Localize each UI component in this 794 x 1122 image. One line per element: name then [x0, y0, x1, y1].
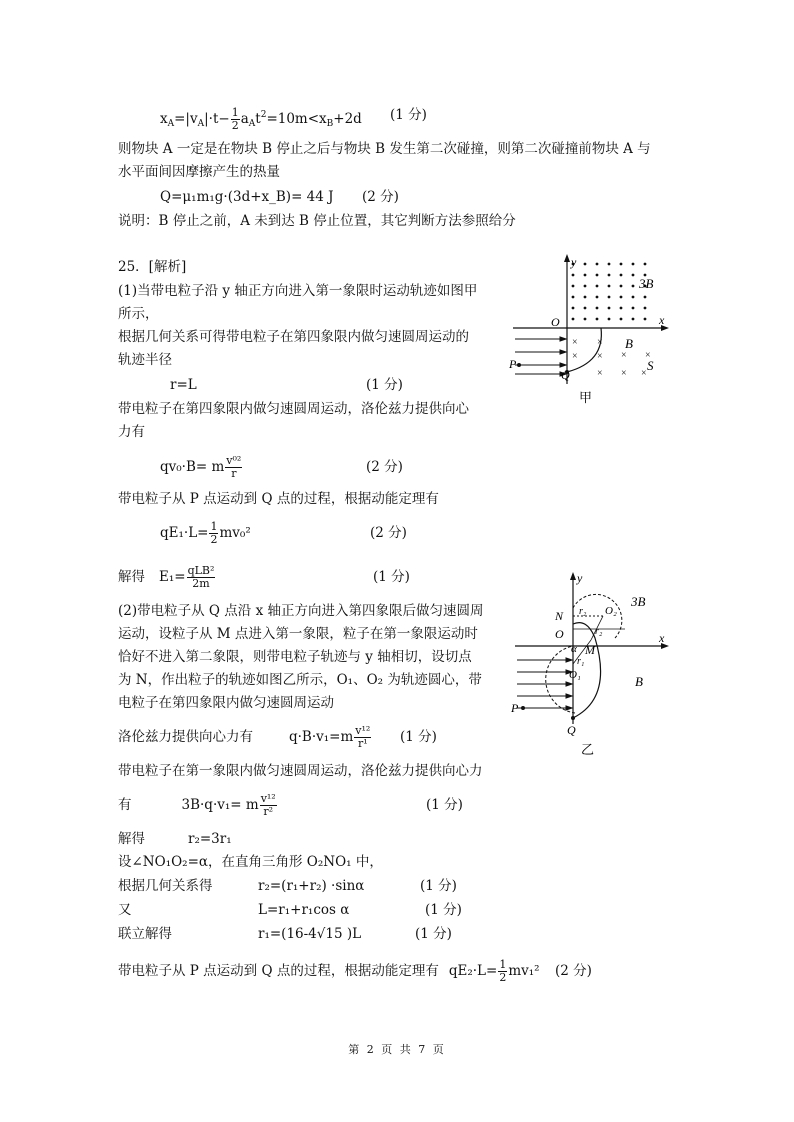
field-dot — [608, 274, 611, 277]
field-dot — [608, 285, 611, 288]
svg-text:×: × — [645, 350, 651, 361]
solve-equation: r₁=(16-4√15 )L — [258, 926, 362, 942]
label-x: x — [659, 313, 665, 327]
equation-r2: r₂=3r₁ — [188, 831, 232, 847]
equation-r: r=L — [170, 377, 197, 393]
y-axis-arrow — [570, 572, 576, 580]
also-label: 又 — [118, 902, 132, 918]
paragraph-line: 水平面间因摩擦产生的热量 — [118, 164, 280, 180]
field-dot — [632, 274, 635, 277]
field-dot — [608, 296, 611, 299]
field-dot — [644, 318, 647, 321]
svg-text:×: × — [621, 368, 627, 379]
paragraph-line: 轨迹半径 — [118, 352, 172, 368]
field-dot — [596, 318, 599, 321]
field-dot — [572, 285, 575, 288]
svg-text:×: × — [641, 368, 647, 379]
page-footer: 第 2 页 共 7 页 — [348, 1043, 446, 1056]
equation-force-1-score: (2 分) — [366, 459, 403, 475]
point-p — [521, 706, 525, 710]
note-line: 说明：B 停止之前，A 未到达 B 停止位置，其它判断方法参照给分 — [118, 213, 516, 229]
paragraph-line: (2)带电粒子从 Q 点沿 x 轴正方向进入第四象限后做匀速圆周 — [118, 603, 484, 619]
label-s: S — [647, 358, 654, 373]
label-o: O — [555, 627, 564, 641]
field-dot — [632, 285, 635, 288]
field-dot — [596, 307, 599, 310]
label-r1: r₁ — [577, 656, 585, 667]
first-quadrant-dots — [572, 263, 647, 321]
svg-text:×: × — [621, 350, 627, 361]
field-dot — [620, 307, 623, 310]
equation-force-2-line: 洛伦兹力提供向心力有 q·B·v₁=m $\frac{\text{v¹²}}{\text{r¹}}$ — [118, 724, 371, 750]
label-m: M — [585, 643, 595, 657]
field-dot — [632, 296, 635, 299]
label-r2a: r₂ — [579, 606, 587, 617]
label-alpha: α — [571, 643, 577, 655]
label-x: x — [659, 631, 665, 645]
point-p — [517, 363, 521, 367]
paragraph-line: 设∠NO₁O₂=α，在直角三角形 O₂NO₁ 中， — [118, 854, 383, 870]
geometry-score: (1 分) — [420, 878, 457, 894]
geometry-equation: r₂=(r₁+r₂) ·sinα — [258, 878, 365, 894]
field-dot — [584, 263, 587, 266]
svg-text:×: × — [572, 337, 578, 348]
equation-r2-label: 解得 — [118, 831, 145, 847]
field-dot — [596, 285, 599, 288]
field-dot — [632, 307, 635, 310]
label-y: y — [571, 255, 577, 269]
paragraph-line: 所示， — [118, 306, 159, 322]
label-o2: O₂ — [605, 605, 617, 617]
label-o1: O₁ — [569, 669, 581, 681]
field-dot — [620, 263, 623, 266]
figure-caption: 甲 — [579, 390, 593, 405]
paragraph-line: 为 N，作出粒子的轨迹如图乙所示，O₁、O₂ 为轨迹圆心，带 — [118, 672, 482, 688]
also-equation: L=r₁+r₁cos α — [258, 902, 350, 918]
field-dot — [620, 285, 623, 288]
field-dot — [620, 296, 623, 299]
field-dot — [644, 296, 647, 299]
paragraph-line: 带电粒子在第一象限内做匀速圆周运动，洛伦兹力提供向心力 — [118, 763, 483, 779]
solve-label: 联立解得 — [118, 926, 172, 942]
field-dot — [572, 307, 575, 310]
section-heading: 25．[解析] — [118, 259, 187, 275]
paragraph-line: (1)当带电粒子沿 y 轴正方向进入第一象限时运动轨迹如图甲 — [118, 283, 478, 299]
label-3b: 3B — [631, 594, 646, 609]
field-dot — [608, 318, 611, 321]
field-dot — [584, 318, 587, 321]
last-line: 带电粒子从 P 点运动到 Q 点的过程，根据动能定理有 qE₂·L= $\frac{1}{2}$ mv₁² — [118, 958, 540, 984]
point-q — [571, 716, 575, 720]
svg-text:×: × — [597, 337, 603, 348]
label-n: N — [555, 609, 564, 623]
field-dot — [632, 263, 635, 266]
field-dot — [632, 318, 635, 321]
equation-force-2-score: (1 分) — [400, 729, 437, 745]
equation-energy-1-score: (2 分) — [370, 525, 407, 541]
paragraph-line: 力有 — [118, 424, 145, 440]
paragraph-line: 带电粒子从 P 点运动到 Q 点的过程，根据动能定理有 — [118, 491, 439, 507]
figure-yi — [505, 568, 685, 768]
paragraph-line: 运动，设粒子从 M 点进入第一象限，粒子在第一象限运动时 — [118, 626, 478, 642]
field-dot — [644, 263, 647, 266]
paragraph-line: 则物块 A 一定是在物块 B 停止之后与物块 B 发生第二次碰撞，则第二次碰撞前物块 A 与 — [118, 141, 651, 157]
label-b: B — [625, 336, 633, 351]
equation-q: Q=μ₁m₁g·(3d+x_B)= 44 J — [160, 189, 334, 205]
field-dot — [572, 296, 575, 299]
label-3b: 3B — [639, 276, 654, 291]
field-dot — [608, 263, 611, 266]
field-dot — [620, 274, 623, 277]
svg-text:×: × — [597, 368, 603, 379]
label-o: O — [551, 315, 560, 329]
label-q: Q — [561, 368, 570, 382]
also-score: (1 分) — [425, 902, 462, 918]
field-dot — [596, 274, 599, 277]
field-dot — [644, 307, 647, 310]
last-score: (2 分) — [555, 963, 592, 979]
equation-r-score: (1 分) — [366, 377, 403, 393]
field-dot — [608, 307, 611, 310]
equation-energy-1: qE₁·L= $\frac{1}{2}$ mv₀² — [160, 520, 251, 546]
label-q: Q — [567, 723, 576, 737]
field-dot — [572, 274, 575, 277]
label-y: y — [577, 571, 583, 585]
field-dot — [584, 307, 587, 310]
geometry-label: 根据几何关系得 — [118, 878, 213, 894]
svg-text:×: × — [572, 351, 578, 362]
equation-force-1: qv₀·B= m $\frac{\text{v⁰²}}{r}$ — [160, 454, 242, 480]
label-b: B — [635, 674, 643, 689]
solve-score: (1 分) — [415, 926, 452, 942]
paragraph-line: 带电粒子在第四象限内做匀速圆周运动，洛伦兹力提供向心 — [118, 401, 469, 417]
label-p: P — [509, 357, 517, 371]
field-lines — [515, 337, 566, 376]
field-lines — [517, 658, 572, 710]
field-dot — [596, 263, 599, 266]
equation-solution-e1-score: (1 分) — [373, 569, 410, 585]
field-dot — [584, 296, 587, 299]
figure-jia — [505, 252, 685, 412]
field-dot — [620, 318, 623, 321]
paragraph-line: 恰好不进入第二象限，则带电粒子轨迹与 y 轴相切，设切点 — [118, 649, 472, 665]
equation-xa: $x_A=|v_A|\cdot t-$ $\frac{1}{2}$ $a_At^2=10m<x_B+2d$ — [160, 106, 362, 132]
label-p: P — [511, 701, 519, 715]
equation-force-3-score: (1 分) — [426, 797, 463, 813]
figure-caption: 乙 — [581, 742, 595, 757]
trajectory-arc — [567, 328, 601, 372]
paragraph-line: 电粒子在第四象限内做匀速圆周运动 — [118, 695, 334, 711]
svg-text:×: × — [597, 351, 603, 362]
field-dot — [584, 285, 587, 288]
y-axis-arrow — [564, 254, 570, 262]
equation-q-score: (2 分) — [362, 189, 399, 205]
paragraph-line: 根据几何关系可得带电粒子在第四象限内做匀速圆周运动的 — [118, 329, 469, 345]
field-crosses — [572, 337, 651, 379]
equation-force-3-line: 有 3B·q·v₁= m $\frac{\text{v¹²}}{\text{r²}}$ — [118, 792, 276, 818]
label-r2b: r₂ — [595, 626, 603, 637]
equation-solution-e1: 解得 E₁= $\frac{\text{qLB²}}{2m}$ — [118, 564, 215, 590]
field-dot — [584, 274, 587, 277]
equation-xa-score: (1 分) — [390, 107, 427, 123]
field-dot — [572, 318, 575, 321]
field-dot — [596, 296, 599, 299]
